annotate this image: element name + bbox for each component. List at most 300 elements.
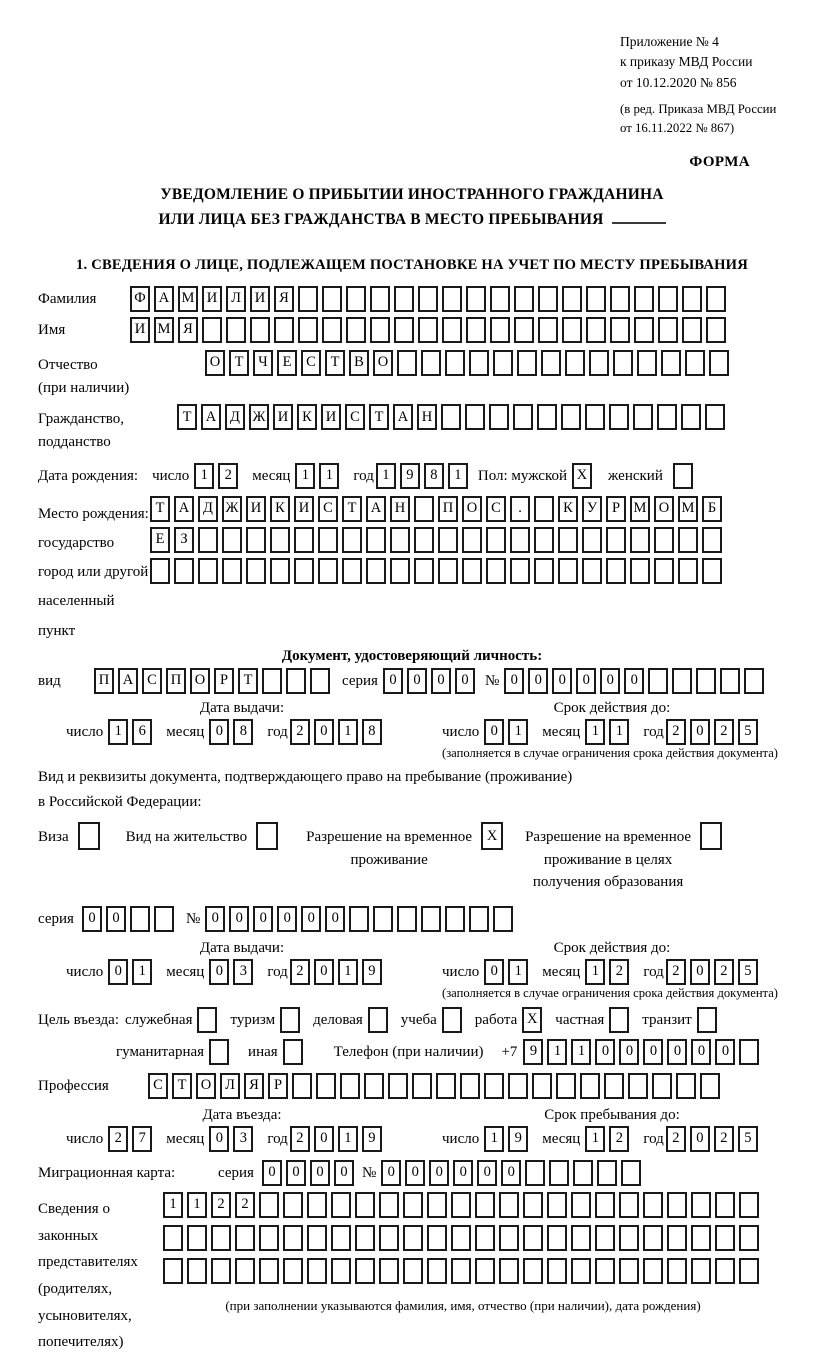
char-box[interactable]: 0 [619,1039,639,1065]
char-box[interactable]: А [201,404,221,430]
char-box[interactable] [198,558,218,584]
char-box[interactable] [331,1192,351,1218]
char-box[interactable] [465,404,485,430]
char-box[interactable] [595,1225,615,1251]
char-box[interactable]: О [462,496,482,522]
char-box[interactable] [451,1258,471,1284]
char-box[interactable]: Д [198,496,218,522]
char-box[interactable]: 0 [310,1160,330,1186]
char-box[interactable]: 0 [690,959,710,985]
char-box[interactable] [486,558,506,584]
char-box[interactable] [403,1192,423,1218]
char-box[interactable] [682,317,702,343]
char-box[interactable] [412,1073,432,1099]
char-box[interactable] [466,286,486,312]
char-box[interactable] [130,906,150,932]
char-box[interactable] [585,404,605,430]
char-box[interactable] [541,350,561,376]
char-box[interactable] [198,527,218,553]
char-box[interactable] [534,527,554,553]
char-box[interactable] [682,286,702,312]
char-box[interactable] [294,527,314,553]
char-box[interactable]: К [297,404,317,430]
char-box[interactable] [370,286,390,312]
char-box[interactable] [610,317,630,343]
char-box[interactable]: К [270,496,290,522]
char-box[interactable] [421,350,441,376]
char-box[interactable] [643,1258,663,1284]
char-box[interactable] [379,1258,399,1284]
char-box[interactable] [274,317,294,343]
char-box[interactable] [222,527,242,553]
char-box[interactable] [370,317,390,343]
char-box[interactable] [715,1258,735,1284]
char-box[interactable]: 0 [253,906,273,932]
char-box[interactable] [283,1039,303,1065]
char-box[interactable] [561,404,581,430]
char-box[interactable]: Т [342,496,362,522]
char-box[interactable] [438,527,458,553]
char-box[interactable] [534,496,554,522]
char-box[interactable]: 9 [400,463,420,489]
char-box[interactable] [197,1007,217,1033]
char-box[interactable]: О [654,496,674,522]
char-box[interactable] [706,286,726,312]
char-box[interactable]: Л [220,1073,240,1099]
char-box[interactable] [307,1192,327,1218]
char-box[interactable] [466,317,486,343]
char-box[interactable]: 0 [334,1160,354,1186]
char-box[interactable] [427,1258,447,1284]
char-box[interactable] [523,1192,543,1218]
char-box[interactable] [691,1192,711,1218]
char-box[interactable]: 0 [314,719,334,745]
char-box[interactable]: В [349,350,369,376]
char-box[interactable] [346,286,366,312]
char-box[interactable] [571,1192,591,1218]
char-box[interactable] [403,1258,423,1284]
char-box[interactable]: 3 [233,959,253,985]
char-box[interactable]: О [190,668,210,694]
char-box[interactable] [700,1073,720,1099]
char-box[interactable] [394,286,414,312]
char-box[interactable] [235,1225,255,1251]
char-box[interactable]: 1 [508,719,528,745]
char-box[interactable] [298,317,318,343]
char-box[interactable] [549,1160,569,1186]
char-box[interactable]: И [321,404,341,430]
char-box[interactable] [246,527,266,553]
char-box[interactable] [414,496,434,522]
char-box[interactable]: Л [226,286,246,312]
char-box[interactable] [658,286,678,312]
char-box[interactable] [211,1258,231,1284]
char-box[interactable]: 1 [547,1039,567,1065]
char-box[interactable]: Я [244,1073,264,1099]
char-box[interactable] [346,317,366,343]
char-box[interactable]: 1 [108,719,128,745]
char-box[interactable] [259,1192,279,1218]
char-box[interactable]: 1 [376,463,396,489]
char-box[interactable]: 8 [424,463,444,489]
char-box[interactable] [489,404,509,430]
char-box[interactable] [558,558,578,584]
char-box[interactable] [514,317,534,343]
char-box[interactable] [628,1073,648,1099]
char-box[interactable] [379,1192,399,1218]
char-box[interactable]: 1 [338,959,358,985]
char-box[interactable] [256,822,278,850]
char-box[interactable] [556,1073,576,1099]
char-box[interactable]: 0 [325,906,345,932]
char-box[interactable] [586,317,606,343]
char-box[interactable] [634,286,654,312]
char-box[interactable]: А [118,668,138,694]
char-box[interactable]: 0 [286,1160,306,1186]
char-box[interactable]: О [373,350,393,376]
char-box[interactable]: 1 [338,719,358,745]
char-box[interactable] [414,527,434,553]
char-box[interactable]: 0 [528,668,548,694]
char-box[interactable] [739,1225,759,1251]
char-box[interactable] [316,1073,336,1099]
char-box[interactable] [418,286,438,312]
char-box[interactable] [460,1073,480,1099]
char-box[interactable]: 9 [362,1126,382,1152]
char-box[interactable] [582,527,602,553]
char-box[interactable]: X [572,463,592,489]
char-box[interactable]: 2 [290,959,310,985]
char-box[interactable] [394,317,414,343]
char-box[interactable] [619,1225,639,1251]
char-box[interactable] [154,906,174,932]
char-box[interactable]: 1 [163,1192,183,1218]
char-box[interactable]: С [301,350,321,376]
char-box[interactable] [280,1007,300,1033]
char-box[interactable]: 2 [235,1192,255,1218]
char-box[interactable]: Д [225,404,245,430]
char-box[interactable]: Р [606,496,626,522]
char-box[interactable]: С [318,496,338,522]
char-box[interactable] [174,558,194,584]
char-box[interactable]: И [273,404,293,430]
char-box[interactable]: 0 [484,719,504,745]
char-box[interactable]: 7 [132,1126,152,1152]
char-box[interactable] [534,558,554,584]
char-box[interactable]: 6 [132,719,152,745]
char-box[interactable] [292,1073,312,1099]
char-box[interactable]: 2 [609,1126,629,1152]
char-box[interactable]: 0 [108,959,128,985]
char-box[interactable]: Ч [253,350,273,376]
char-box[interactable] [739,1192,759,1218]
char-box[interactable] [630,558,650,584]
char-box[interactable]: 2 [211,1192,231,1218]
char-box[interactable] [390,558,410,584]
char-box[interactable] [475,1258,495,1284]
char-box[interactable] [667,1192,687,1218]
char-box[interactable] [630,527,650,553]
char-box[interactable]: 9 [508,1126,528,1152]
char-box[interactable]: 0 [106,906,126,932]
char-box[interactable] [571,1258,591,1284]
char-box[interactable] [654,527,674,553]
char-box[interactable]: 2 [714,959,734,985]
char-box[interactable] [397,350,417,376]
char-box[interactable] [525,1160,545,1186]
char-box[interactable]: И [250,286,270,312]
char-box[interactable]: Ж [249,404,269,430]
char-box[interactable] [597,1160,617,1186]
char-box[interactable] [349,906,369,932]
char-box[interactable] [562,286,582,312]
char-box[interactable] [490,317,510,343]
char-box[interactable] [442,1007,462,1033]
char-box[interactable] [499,1192,519,1218]
char-box[interactable] [421,906,441,932]
char-box[interactable]: 0 [209,719,229,745]
char-box[interactable] [547,1192,567,1218]
char-box[interactable] [739,1039,759,1065]
char-box[interactable]: Н [390,496,410,522]
char-box[interactable] [486,527,506,553]
char-box[interactable] [246,558,266,584]
char-box[interactable] [222,558,242,584]
char-box[interactable]: П [166,668,186,694]
char-box[interactable] [340,1073,360,1099]
char-box[interactable] [619,1258,639,1284]
char-box[interactable] [331,1225,351,1251]
char-box[interactable]: П [438,496,458,522]
char-box[interactable]: С [345,404,365,430]
char-box[interactable] [667,1225,687,1251]
char-box[interactable]: 0 [229,906,249,932]
char-box[interactable] [685,350,705,376]
char-box[interactable]: М [630,496,650,522]
char-box[interactable] [270,527,290,553]
char-box[interactable] [547,1225,567,1251]
char-box[interactable]: 0 [453,1160,473,1186]
char-box[interactable]: 0 [501,1160,521,1186]
char-box[interactable]: И [202,286,222,312]
char-box[interactable] [739,1258,759,1284]
char-box[interactable] [187,1225,207,1251]
char-box[interactable]: Т [150,496,170,522]
char-box[interactable]: С [142,668,162,694]
char-box[interactable]: 0 [262,1160,282,1186]
char-box[interactable]: 2 [218,463,238,489]
char-box[interactable] [643,1225,663,1251]
char-box[interactable] [283,1258,303,1284]
char-box[interactable]: П [94,668,114,694]
char-box[interactable]: Р [268,1073,288,1099]
char-box[interactable] [307,1225,327,1251]
char-box[interactable] [442,286,462,312]
char-box[interactable] [586,286,606,312]
char-box[interactable]: 0 [455,668,475,694]
char-box[interactable]: 0 [205,906,225,932]
char-box[interactable] [414,558,434,584]
char-box[interactable]: 0 [504,668,524,694]
char-box[interactable] [318,527,338,553]
char-box[interactable] [613,350,633,376]
char-box[interactable] [672,668,692,694]
char-box[interactable]: 0 [301,906,321,932]
char-box[interactable] [418,317,438,343]
char-box[interactable]: 1 [609,719,629,745]
char-box[interactable] [366,558,386,584]
char-box[interactable]: 0 [381,1160,401,1186]
char-box[interactable] [388,1073,408,1099]
char-box[interactable]: А [154,286,174,312]
char-box[interactable]: X [481,822,503,850]
char-box[interactable]: 0 [431,668,451,694]
char-box[interactable]: 1 [571,1039,591,1065]
char-box[interactable] [283,1225,303,1251]
char-box[interactable] [499,1225,519,1251]
char-box[interactable] [558,527,578,553]
char-box[interactable]: 1 [585,1126,605,1152]
char-box[interactable]: 2 [666,959,686,985]
char-box[interactable] [648,668,668,694]
char-box[interactable] [595,1258,615,1284]
char-box[interactable] [298,286,318,312]
char-box[interactable] [606,558,626,584]
char-box[interactable]: 0 [595,1039,615,1065]
char-box[interactable]: 0 [667,1039,687,1065]
char-box[interactable]: А [174,496,194,522]
char-box[interactable] [451,1192,471,1218]
char-box[interactable] [427,1192,447,1218]
char-box[interactable] [355,1258,375,1284]
char-box[interactable]: 5 [738,1126,758,1152]
char-box[interactable]: 0 [715,1039,735,1065]
char-box[interactable]: 1 [585,959,605,985]
char-box[interactable] [270,558,290,584]
char-box[interactable]: Ф [130,286,150,312]
char-box[interactable] [571,1225,591,1251]
char-box[interactable]: 1 [194,463,214,489]
char-box[interactable]: 2 [290,1126,310,1152]
char-box[interactable] [609,404,629,430]
char-box[interactable] [643,1192,663,1218]
char-box[interactable] [469,906,489,932]
char-box[interactable] [580,1073,600,1099]
char-box[interactable]: А [393,404,413,430]
char-box[interactable] [709,350,729,376]
char-box[interactable] [678,558,698,584]
char-box[interactable] [547,1258,567,1284]
char-box[interactable]: 0 [314,1126,334,1152]
char-box[interactable] [562,317,582,343]
char-box[interactable]: А [366,496,386,522]
char-box[interactable] [676,1073,696,1099]
char-box[interactable] [619,1192,639,1218]
char-box[interactable] [490,286,510,312]
char-box[interactable] [366,527,386,553]
char-box[interactable]: 8 [362,719,382,745]
char-box[interactable] [633,404,653,430]
char-box[interactable]: Н [417,404,437,430]
char-box[interactable] [523,1258,543,1284]
char-box[interactable]: Т [229,350,249,376]
char-box[interactable]: 0 [643,1039,663,1065]
char-box[interactable] [661,350,681,376]
char-box[interactable]: 0 [600,668,620,694]
char-box[interactable] [322,317,342,343]
char-box[interactable]: 0 [82,906,102,932]
char-box[interactable] [604,1073,624,1099]
char-box[interactable] [582,558,602,584]
char-box[interactable]: 0 [690,719,710,745]
char-box[interactable] [373,906,393,932]
char-box[interactable] [654,558,674,584]
char-box[interactable]: М [154,317,174,343]
char-box[interactable]: Р [214,668,234,694]
char-box[interactable]: У [582,496,602,522]
char-box[interactable] [510,527,530,553]
char-box[interactable]: 1 [187,1192,207,1218]
char-box[interactable]: 0 [405,1160,425,1186]
char-box[interactable] [469,350,489,376]
char-box[interactable] [379,1225,399,1251]
char-box[interactable] [537,404,557,430]
char-box[interactable]: Т [238,668,258,694]
char-box[interactable] [517,350,537,376]
char-box[interactable] [342,558,362,584]
char-box[interactable] [658,317,678,343]
char-box[interactable]: Т [172,1073,192,1099]
char-box[interactable]: 2 [714,719,734,745]
char-box[interactable]: Б [702,496,722,522]
char-box[interactable]: 0 [277,906,297,932]
char-box[interactable]: И [246,496,266,522]
char-box[interactable] [514,286,534,312]
char-box[interactable]: 9 [362,959,382,985]
char-box[interactable] [621,1160,641,1186]
char-box[interactable]: 1 [338,1126,358,1152]
char-box[interactable] [697,1007,717,1033]
char-box[interactable] [681,404,701,430]
char-box[interactable]: Я [274,286,294,312]
char-box[interactable]: К [558,496,578,522]
char-box[interactable]: И [130,317,150,343]
char-box[interactable]: З [174,527,194,553]
char-box[interactable] [462,558,482,584]
char-box[interactable] [368,1007,388,1033]
char-box[interactable] [705,404,725,430]
char-box[interactable] [451,1225,471,1251]
char-box[interactable] [211,1225,231,1251]
char-box[interactable]: 0 [691,1039,711,1065]
char-box[interactable] [259,1225,279,1251]
char-box[interactable] [510,558,530,584]
char-box[interactable]: 2 [290,719,310,745]
char-box[interactable]: 2 [666,719,686,745]
char-box[interactable]: 3 [233,1126,253,1152]
char-box[interactable] [484,1073,504,1099]
char-box[interactable]: М [178,286,198,312]
char-box[interactable] [397,906,417,932]
char-box[interactable]: 0 [477,1160,497,1186]
char-box[interactable] [209,1039,229,1065]
char-box[interactable]: Я [178,317,198,343]
char-box[interactable] [715,1192,735,1218]
char-box[interactable] [702,558,722,584]
char-box[interactable] [706,317,726,343]
char-box[interactable]: . [510,496,530,522]
char-box[interactable] [150,558,170,584]
